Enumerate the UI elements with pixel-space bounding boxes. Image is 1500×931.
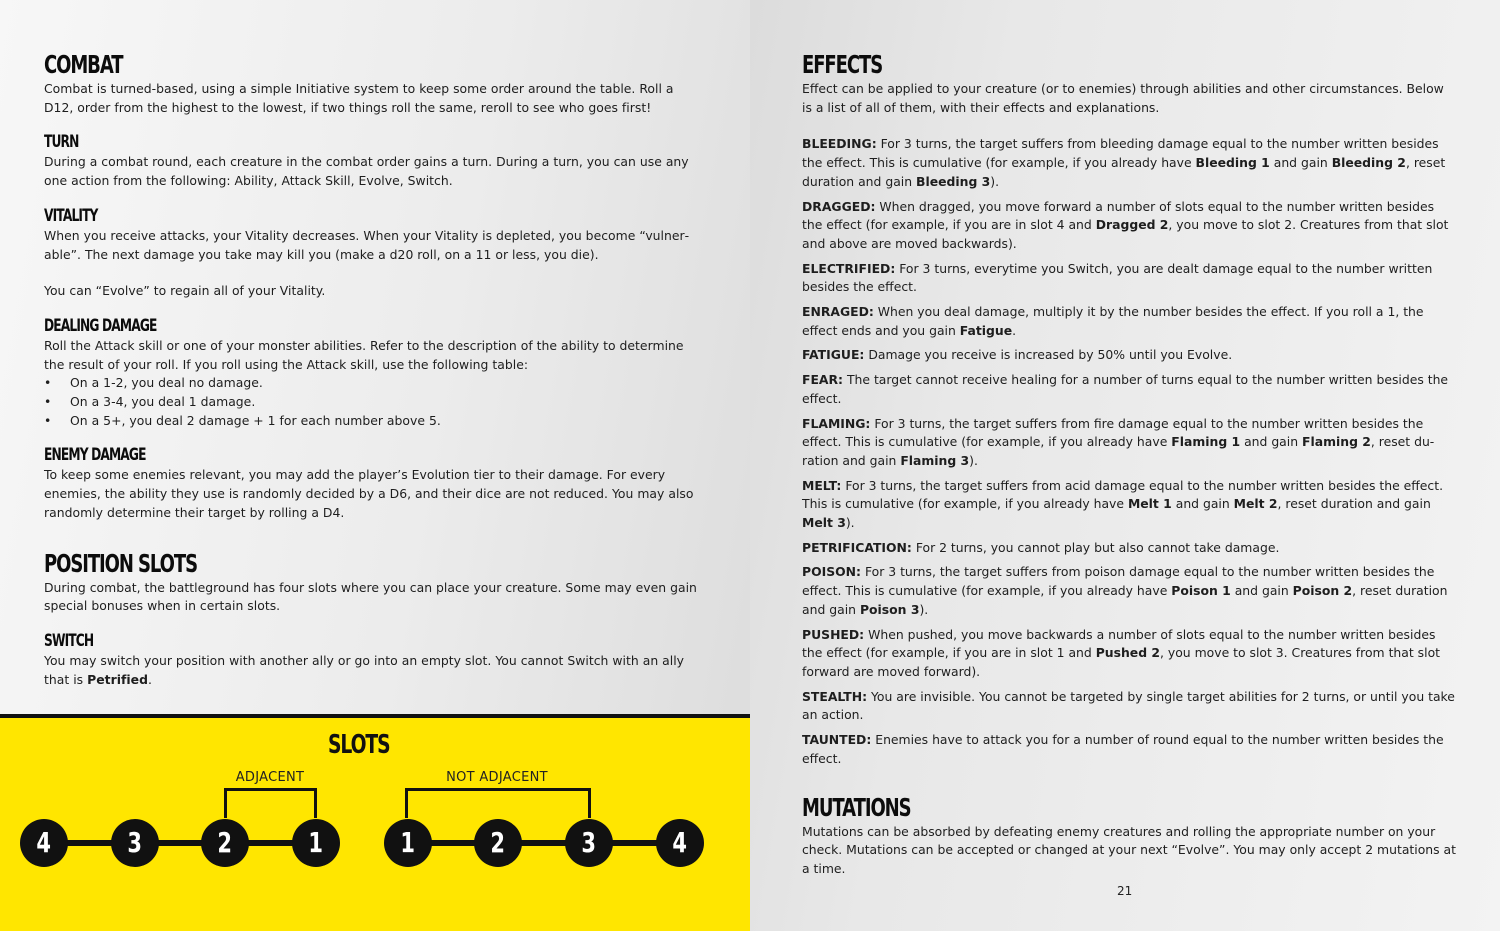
effect-name: ENRAGED:	[802, 304, 874, 320]
adjacent-label: ADJACENT	[235, 770, 305, 785]
effect-entry	[802, 688, 1456, 725]
effect-text: For 3 turns, the target suffers from acid damage equal to the number written besides the effect. This is cumulative (for example, if you already have	[802, 477, 1444, 512]
effect-name: MELT:	[802, 477, 842, 493]
switch-body	[44, 652, 698, 689]
effect-entry	[802, 260, 1456, 297]
slots-diagram	[0, 714, 750, 931]
slot-number: 3	[127, 826, 143, 859]
effect-term: Melt 3	[802, 515, 846, 531]
list-item: • On a 1-2, you deal no damage.	[44, 374, 698, 393]
effect-text: , reset duration and gain	[802, 434, 1435, 468]
dealing-damage-heading: DEALING DAMAGE	[44, 315, 157, 336]
effect-text: ).	[919, 601, 929, 617]
list-item: • On a 3-4, you deal 1 damage.	[44, 393, 698, 412]
vitality-heading: VITALITY	[44, 205, 98, 226]
switch-body-text: You may switch your position with another ally or go into an empty slot. You cannot Switch with an ally that is	[44, 652, 685, 687]
right-page	[750, 0, 1500, 931]
slot-node	[474, 819, 522, 867]
effect-text: Enemies have to attack you for a number of round equal to the number written besides the effect.	[802, 732, 1444, 766]
effect-term: Bleeding 1	[1195, 155, 1270, 171]
effect-text: , reset duration and gain	[802, 155, 1446, 189]
effect-text: ).	[969, 452, 978, 468]
effect-text: ).	[990, 173, 1000, 189]
slot-number: 2	[217, 826, 233, 859]
effects-heading: EFFECTS	[802, 50, 883, 79]
effect-text: and gain	[1240, 434, 1303, 450]
combat-heading: COMBAT	[44, 50, 123, 79]
effect-term: Poison 1	[1171, 583, 1231, 599]
effect-name: POISON:	[802, 564, 862, 580]
effect-text: , reset duration and gain	[802, 583, 1448, 617]
adjacent-bracket	[224, 788, 317, 818]
effect-term: Melt 2	[1233, 496, 1278, 512]
left-slot-line	[44, 840, 316, 846]
effects-list	[802, 135, 1456, 768]
effect-entry	[802, 477, 1456, 533]
effect-text: .	[1012, 322, 1017, 338]
effect-text: For 3 turns, the target suffers from bleeding damage equal to the number written besides the effect. This is cumulative (for example, if you already have	[802, 136, 1439, 171]
mutations-body: Mutations can be absorbed by defeating enemy creatures and rolling the appropriate number on your check. Mutations can be accepted or changed at your next “Evolve”. You may only accept 2 mutations at a time.	[802, 823, 1456, 876]
slot-node	[565, 819, 613, 867]
not-adjacent-label: NOT ADJACENT	[446, 770, 548, 785]
slot-node	[656, 819, 704, 867]
effect-entry	[802, 415, 1456, 471]
slot-number: 2	[490, 826, 506, 859]
effect-name: FLAMING:	[802, 415, 871, 431]
slot-number: 4	[36, 826, 52, 859]
left-column	[44, 50, 698, 689]
combat-body: Combat is turned-based, using a simple Initiative system to keep some order around the table. Roll a D12, order from the highest to the lowest, if two things roll the same, reroll to see who goes first!	[44, 81, 674, 115]
turn-body: During a combat round, each creature in the combat order gains a turn. During a turn, you can use any one action from the following: Ability, Attack Skill, Evolve, Switch.	[44, 154, 689, 189]
switch-body-end: .	[147, 671, 152, 687]
effect-text: For 3 turns, everytime you Switch, you are dealt damage equal to the number written besides the effect.	[802, 260, 1433, 295]
slot-node	[292, 819, 340, 867]
effect-term: Flaming 1	[1171, 434, 1241, 450]
right-column	[802, 50, 1456, 879]
slots-title: SLOTS	[328, 730, 390, 760]
dealing-damage-body: Roll the Attack skill or one of your monster abilities. Refer to the description of the ability to determine the result of your roll. If you roll using the Attack skill, use the following table:	[44, 337, 684, 372]
effect-text: and gain	[1269, 155, 1332, 171]
mutations-heading: MUTATIONS	[802, 792, 911, 822]
damage-table-list	[44, 374, 698, 430]
effect-term: Melt 1	[1127, 496, 1172, 512]
effect-text: For 3 turns, the target suffers from poison damage equal to the number written besides the effect. This is cumulative (for example, if you already have	[802, 564, 1435, 599]
vitality-body-2: You can “Evolve” to regain all of your Vitality.	[44, 283, 326, 299]
petrified-term: Petrified	[87, 671, 148, 687]
effect-text: When dragged, you move forward a number of slots equal to the number written besides the effect (for example, if you are in slot 4 and	[802, 198, 1435, 233]
effect-entry	[802, 198, 1456, 254]
effect-name: PETRIFICATION:	[802, 539, 912, 555]
list-item: • On a 5+, you deal 2 damage + 1 for each number above 5.	[44, 412, 698, 431]
effect-entry	[802, 731, 1456, 768]
effect-entry	[802, 135, 1456, 191]
effect-name: FATIGUE:	[802, 347, 865, 363]
slot-node	[111, 819, 159, 867]
effect-name: BLEEDING:	[802, 136, 877, 152]
effect-term: Poison 2	[1292, 583, 1353, 599]
effect-text: , reset duration and gain	[1277, 496, 1431, 512]
effect-term: Bleeding 3	[916, 173, 991, 189]
slot-node	[384, 819, 432, 867]
effect-term: Fatigue	[959, 322, 1013, 338]
enemy-damage-heading: ENEMY DAMAGE	[44, 445, 146, 466]
effect-text: ).	[845, 515, 855, 531]
slot-node	[20, 819, 68, 867]
effect-entry	[802, 371, 1456, 408]
effect-term: Dragged 2	[1095, 217, 1169, 233]
effect-text: For 2 turns, you cannot play but also cannot take damage.	[911, 539, 1280, 555]
slot-number: 1	[400, 826, 416, 859]
position-slots-heading: POSITION SLOTS	[44, 548, 197, 578]
effect-entry	[802, 539, 1456, 558]
effect-term: Flaming 3	[900, 452, 970, 468]
effect-name: FEAR:	[802, 372, 844, 388]
effect-text: You are invisible. You cannot be targeted by single target abilities for 2 turns, or until you take an action.	[802, 688, 1455, 723]
effect-entry	[802, 303, 1456, 340]
effect-name: STEALTH:	[802, 688, 868, 704]
vitality-body: When you receive attacks, your Vitality decreases. When your Vitality is depleted, you become “vulnerable”. The next damage you take may kill you (make a d20 roll, on a 11 or less, you die).	[44, 227, 690, 262]
turn-heading: TURN	[44, 132, 79, 153]
effect-text: Damage you receive is increased by 50% until you Evolve.	[864, 347, 1233, 363]
effect-text: When pushed, you move backwards a number of slots equal to the number written besides the effect (for example, if you are in slot 1 and	[802, 626, 1436, 661]
effect-text: The target cannot receive healing for a number of turns equal to the number written besides the effect.	[802, 372, 1449, 406]
effects-intro: Effect can be applied to your creature (or to enemies) through abilities and other circumstances. Below is a list of all of them, with their effects and explanations.	[802, 81, 1444, 115]
slot-number: 1	[308, 826, 324, 859]
effect-term: Flaming 2	[1302, 434, 1371, 450]
effect-term: Poison 3	[859, 601, 920, 617]
effect-term: Bleeding 2	[1331, 155, 1406, 171]
effect-text: and gain	[1171, 496, 1234, 512]
effect-text: For 3 turns, the target suffers from fire damage equal to the number written besides the effect. This is cumulative (for example, if you already have	[802, 415, 1424, 450]
effect-term: Pushed 2	[1095, 645, 1161, 661]
effect-name: ELECTRIFIED:	[802, 260, 896, 276]
effect-name: TAUNTED:	[802, 732, 872, 748]
page-number: 21	[1117, 884, 1133, 898]
slot-number: 3	[581, 826, 597, 859]
switch-heading: SWITCH	[44, 630, 94, 651]
right-slot-line	[408, 840, 680, 846]
effect-entry	[802, 626, 1456, 682]
position-slots-body: During combat, the battleground has four slots where you can place your creature. Some may even gain special bonuses when in certain slots.	[44, 579, 697, 614]
effect-entry	[802, 346, 1456, 365]
effect-name: DRAGGED:	[802, 198, 876, 214]
effect-text: , you move to slot 3. Creatures from that slot forward are moved forward).	[802, 645, 1441, 679]
effect-text: and gain	[1230, 583, 1293, 599]
enemy-damage-body: To keep some enemies relevant, you may add the player’s Evolution tier to their damage. For every enemies, the ability they use is randomly decided by a D6, and their dice are not reduced. You may also randomly determine their target by rolling a D4.	[44, 467, 694, 520]
effect-text: When you deal damage, multiply it by the number besides the effect. If you roll a 1, the effect ends and you gain	[802, 304, 1424, 338]
slot-number: 4	[672, 826, 688, 859]
not-adjacent-bracket	[405, 788, 591, 818]
effect-name: PUSHED:	[802, 626, 865, 642]
slot-node	[201, 819, 249, 867]
effect-entry	[802, 563, 1456, 619]
effect-text: , you move to slot 2. Creatures from that slot and above are moved backwards).	[802, 217, 1449, 251]
